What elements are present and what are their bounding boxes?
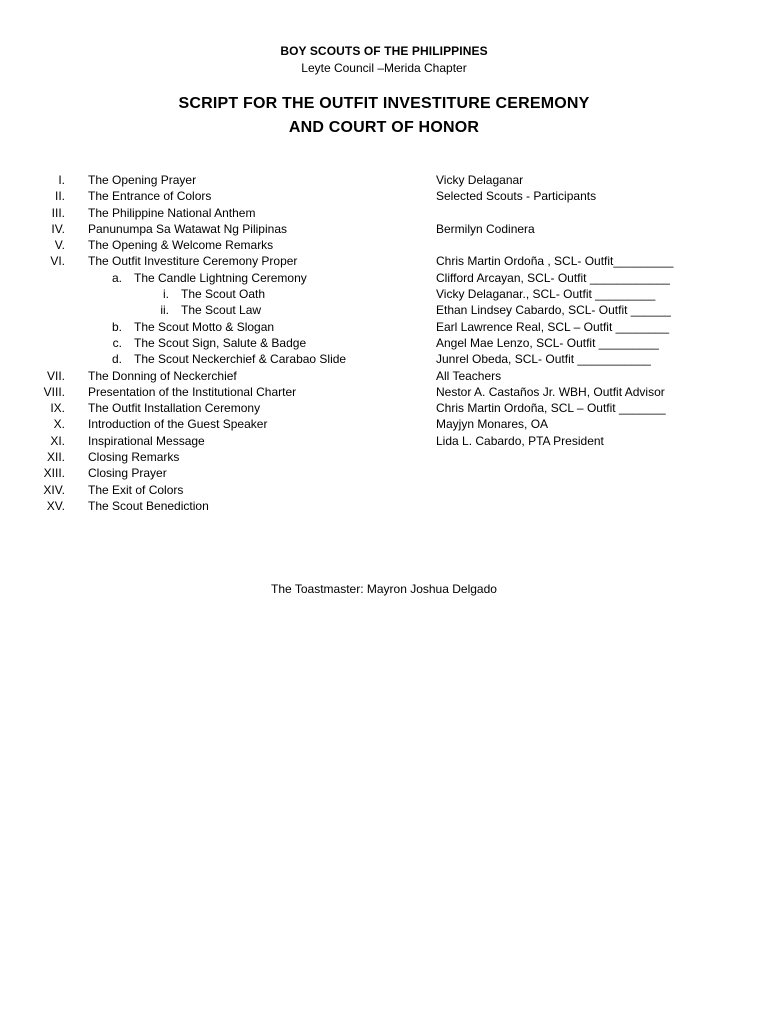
chapter-name: Leyte Council –Merida Chapter — [301, 61, 467, 75]
program-item-number: VIII. — [43, 384, 65, 399]
program-item-label: The Scout Motto & Slogan — [134, 319, 275, 334]
document-title-line1: SCRIPT FOR THE OUTFIT INVESTITURE CEREMONY — [178, 95, 590, 112]
program-item — [0, 482, 768, 498]
program-item — [0, 449, 768, 465]
program-item-person: Bermilyn Codinera — [436, 221, 535, 236]
program-item-label: Closing Remarks — [88, 450, 180, 465]
program-item-number: II. — [54, 189, 65, 204]
program-item-number: V. — [54, 238, 65, 253]
program-item-label: The Scout Oath — [181, 287, 266, 302]
program-item — [0, 302, 768, 318]
program-item-person: Selected Scouts - Participants — [436, 189, 597, 204]
program-item — [0, 465, 768, 481]
program-item-person: All Teachers — [436, 368, 502, 383]
program-item-number: IX. — [50, 401, 65, 416]
program-item — [0, 221, 768, 237]
program-item-number: I. — [58, 173, 65, 187]
program-item — [0, 335, 768, 351]
program-item-person: Vicky Delaganar., SCL- Outfit _________ — [436, 287, 656, 302]
program-item-number: d. — [111, 352, 122, 367]
program-item-number: b. — [111, 319, 122, 334]
program-item-person: Earl Lawrence Real, SCL – Outfit ________ — [436, 319, 670, 334]
program-item-label: The Scout Neckerchief & Carabao Slide — [134, 352, 347, 367]
program-item-person: Lida L. Cabardo, PTA President — [436, 433, 604, 448]
program-item-number: XIII. — [43, 466, 65, 481]
program-item — [0, 172, 768, 188]
program-item-label: Inspirational Message — [88, 433, 205, 448]
program-item — [0, 351, 768, 367]
program-item-number: VII. — [46, 368, 65, 383]
program-item-label: The Scout Law — [181, 303, 262, 318]
program-item-person: Mayjyn Monares, OA — [436, 417, 549, 432]
program-item-number: i. — [163, 287, 169, 302]
program-item-number: III. — [51, 205, 65, 220]
program-item-number: X. — [53, 417, 65, 432]
program-item — [0, 433, 768, 449]
program-item-number: c. — [112, 335, 122, 350]
program-item-number: XI. — [50, 433, 65, 448]
program-list — [0, 172, 768, 514]
program-item — [0, 286, 768, 302]
program-item-label: Closing Prayer — [88, 466, 167, 481]
organization-name: BOY SCOUTS OF THE PHILIPPINES — [280, 44, 488, 58]
program-item-label: Presentation of the Institutional Charter — [88, 384, 297, 399]
program-item-label: The Entrance of Colors — [88, 189, 212, 204]
program-item-person: Vicky Delaganar — [436, 173, 524, 187]
program-item-person: Clifford Arcayan, SCL- Outfit ____________ — [436, 270, 670, 285]
program-item — [0, 253, 768, 269]
program-item-label: The Opening Prayer — [88, 173, 197, 187]
program-item-label: The Outfit Installation Ceremony — [88, 401, 261, 416]
document-title-line2: AND COURT OF HONOR — [288, 119, 480, 136]
program-item-number: XII. — [46, 450, 65, 465]
program-item-person: Ethan Lindsey Cabardo, SCL- Outfit ______ — [436, 303, 671, 318]
program-item-number: IV. — [51, 221, 65, 236]
program-item-label: The Candle Lightning Ceremony — [134, 270, 307, 285]
program-item-label: Panunumpa Sa Watawat Ng Pilipinas — [88, 221, 287, 236]
program-item-label: The Outfit Investiture Ceremony Proper — [88, 254, 298, 269]
program-item — [0, 416, 768, 432]
program-item — [0, 270, 768, 286]
program-item — [0, 400, 768, 416]
program-item — [0, 384, 768, 400]
toastmaster-line: The Toastmaster: Mayron Joshua Delgado — [271, 582, 497, 596]
program-item-number: VI. — [50, 254, 65, 269]
program-item-number: a. — [111, 270, 122, 285]
program-item — [0, 319, 768, 335]
program-item — [0, 498, 768, 514]
program-item — [0, 368, 768, 384]
program-item — [0, 188, 768, 204]
program-item-person: Chris Martin Ordoña, SCL – Outfit _______ — [436, 401, 666, 416]
program-item-person: Nestor A. Castaños Jr. WBH, Outfit Advisor — [436, 384, 665, 399]
program-item-person: Chris Martin Ordoña , SCL- Outfit_________ — [436, 254, 674, 269]
program-item-label: The Scout Sign, Salute & Badge — [134, 335, 307, 350]
program-item-number: XIV. — [43, 482, 65, 497]
program-item-person: Angel Mae Lenzo, SCL- Outfit _________ — [436, 335, 659, 350]
program-item-label: The Philippine National Anthem — [88, 205, 256, 220]
program-item-label: Introduction of the Guest Speaker — [88, 417, 268, 432]
program-item-label: The Exit of Colors — [88, 482, 184, 497]
program-item — [0, 237, 768, 253]
program-item-number: XV. — [46, 498, 65, 513]
program-item-label: The Donning of Neckerchief — [88, 368, 237, 383]
program-item-label: The Scout Benediction — [88, 498, 209, 513]
program-item-label: The Opening & Welcome Remarks — [88, 238, 274, 253]
program-item-number: ii. — [160, 303, 169, 318]
program-item-person: Junrel Obeda, SCL- Outfit ___________ — [436, 352, 651, 367]
program-item — [0, 205, 768, 221]
